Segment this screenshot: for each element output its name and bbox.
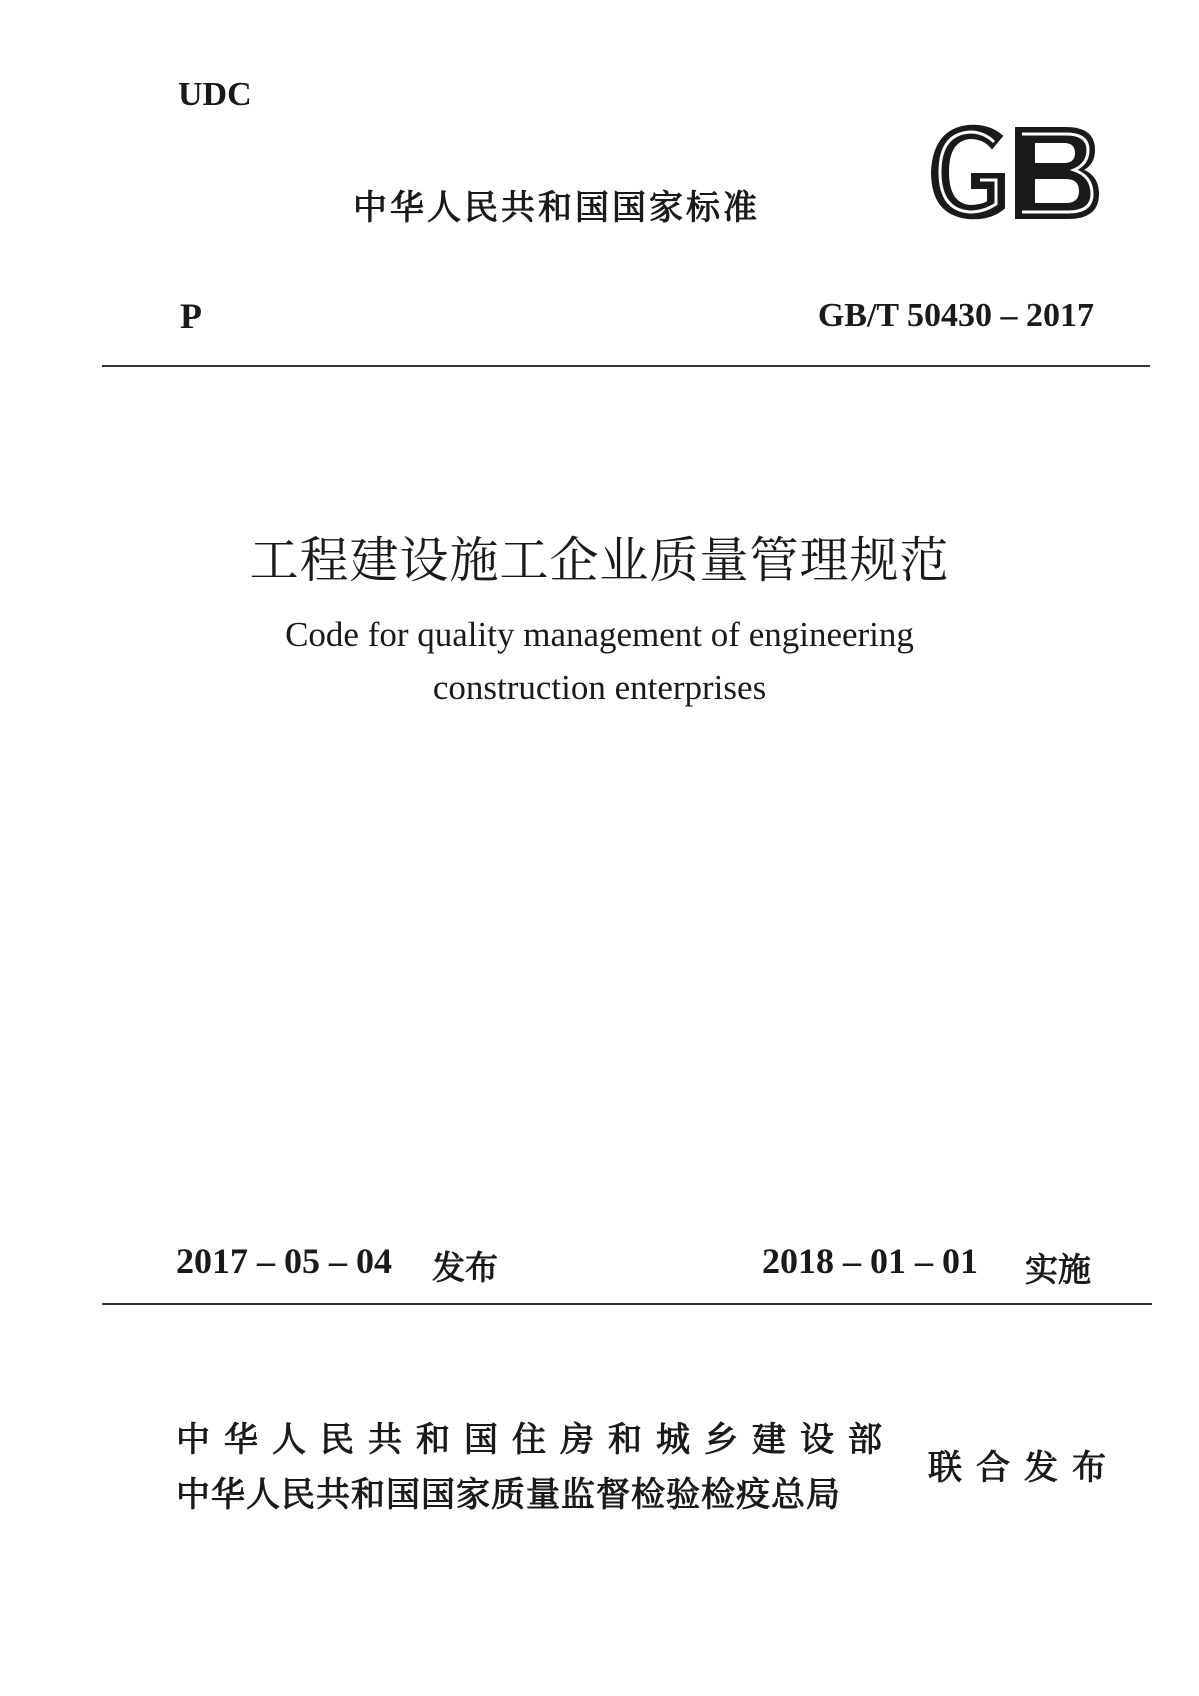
title-english-line2: construction enterprises (432, 668, 767, 707)
udc-label: UDC (178, 76, 252, 113)
issuer-ministry-housing: 中华人民共和国住房和城乡建设部 (176, 1420, 896, 1460)
issue-date: 2017 – 05 – 04 (176, 1241, 392, 1281)
title-english-line1: Code for quality management of engineering (285, 615, 914, 654)
issuer-aqsiq: 中华人民共和国国家质量监督检验检疫总局 (176, 1475, 841, 1515)
implement-date: 2018 – 01 – 01 (762, 1241, 978, 1281)
footer-divider (102, 1303, 1152, 1305)
title-chinese: 工程建设施工企业质量管理规范 (249, 532, 950, 589)
gb-logo (918, 118, 1102, 226)
classification-code: P (180, 296, 202, 336)
standard-number: GB/T 50430 – 2017 (817, 297, 1094, 334)
national-standard-heading: 中华人民共和国国家标准 (353, 188, 760, 228)
joint-issue-label: 联合发布 (928, 1448, 1120, 1488)
implement-label: 实施 (1025, 1250, 1091, 1289)
gb-logo-mark (932, 126, 1098, 219)
issue-label: 发布 (432, 1248, 498, 1287)
header-divider (102, 365, 1150, 367)
